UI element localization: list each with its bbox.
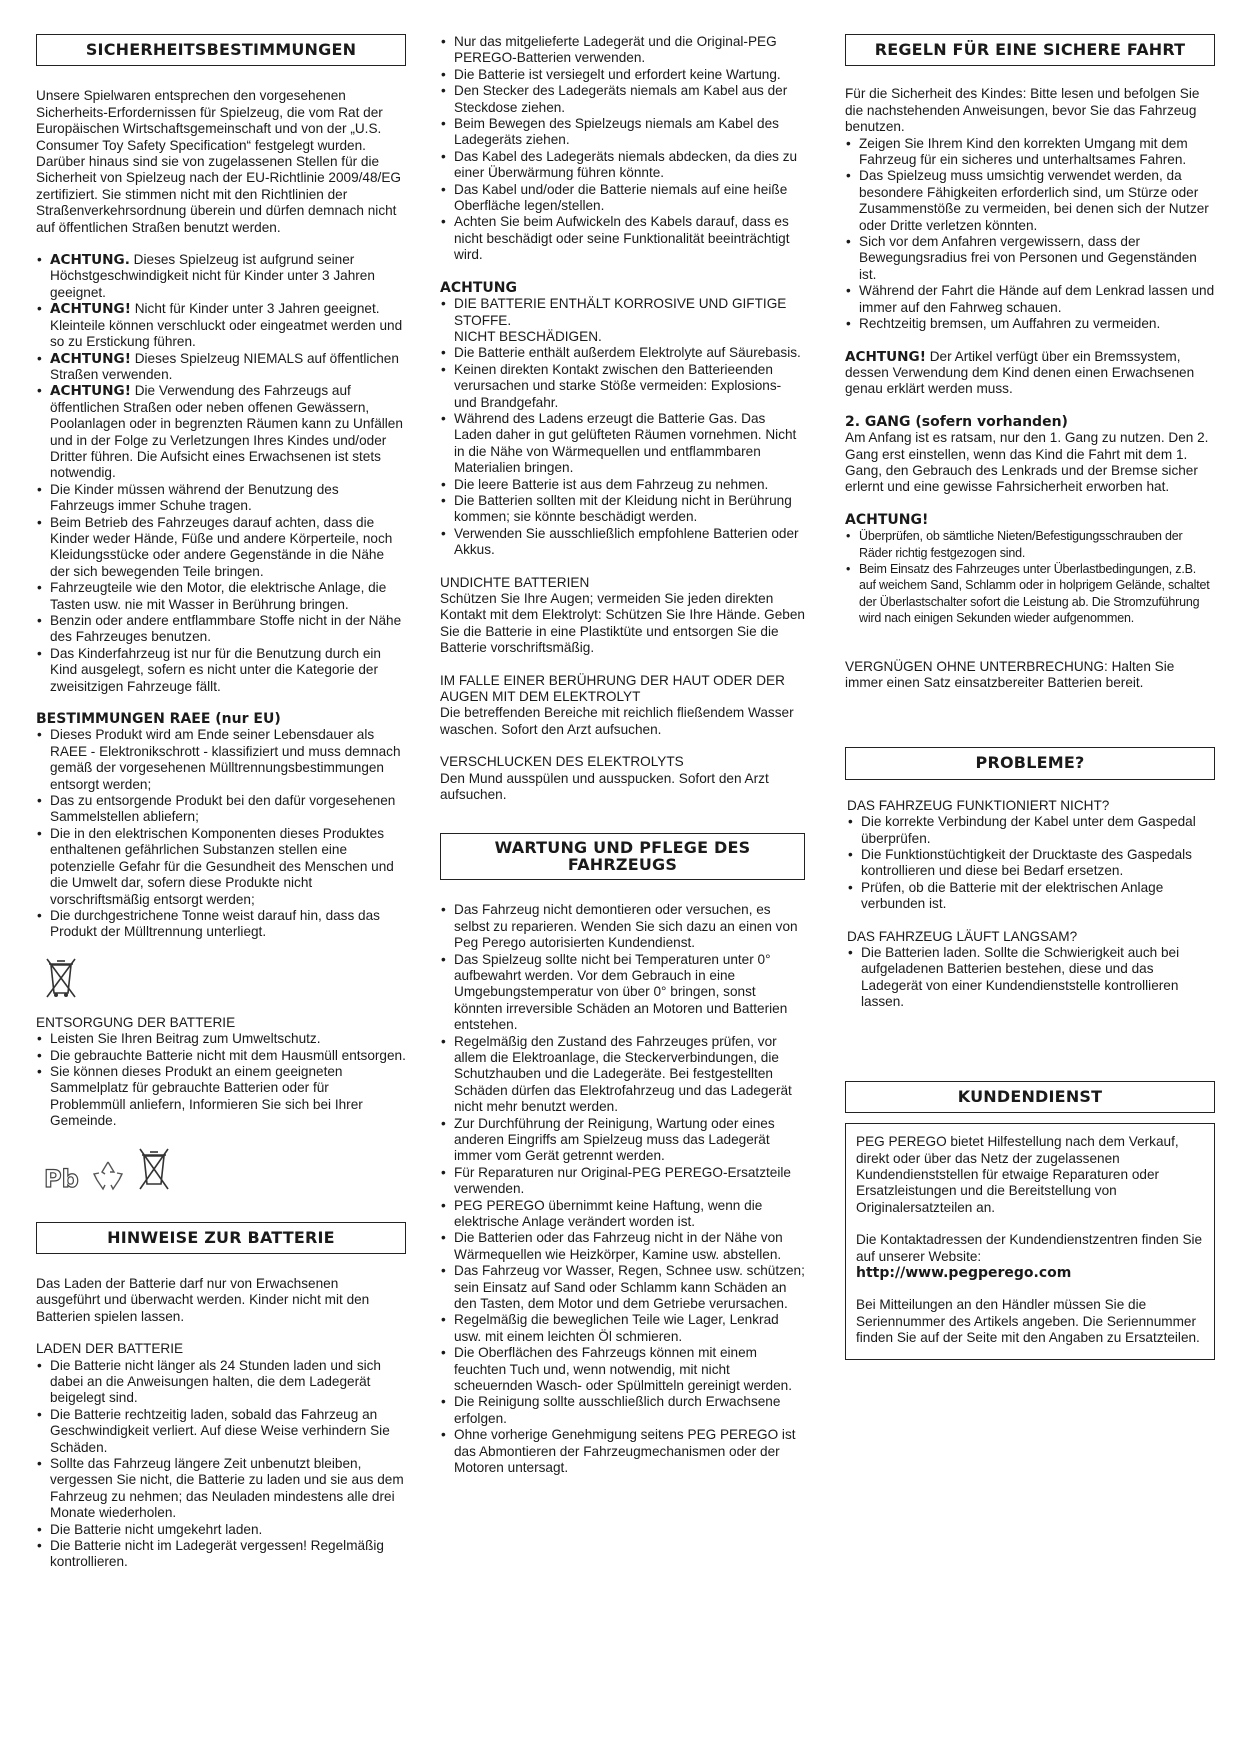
list-item: • Beim Betrieb des Fahrzeuges darauf achten, dass die Kinder weder Hände, Füße und andere Körperteile, noch Kleidungsstücke oder andere Gegenstände in die Nähe der sich bewegenden Teile bringen.: [36, 515, 406, 581]
list-item: • Das zu entsorgende Produkt bei den dafür vorgesehenen Sammelstellen abliefern;: [36, 793, 406, 826]
crossed-bin-icon: [44, 955, 406, 999]
list-item: • PEG PEREGO übernimmt keine Haftung, wenn die elektrische Anlage verändert worden ist.: [440, 1198, 805, 1231]
swallow-title: VERSCHLUCKEN DES ELEKTROLYTS: [440, 754, 684, 770]
service-text-2: Die Kontaktadressen der Kundendienstzentren finden Sie auf unserer Website:: [856, 1232, 1203, 1264]
list-item: • Regelmäßig den Zustand des Fahrzeuges prüfen, vor allem die Elektroanlage, die Steckerverbindungen, die Schutzhauben und die Ladegeräte. Bei festgestellten Schäden dürfen das Elektrofahrzeug und das Ladegerät nicht mehr benutzt werden.: [440, 1034, 805, 1116]
service-text-3: Bei Mitteilungen an den Händler müssen Sie die Seriennummer des Artikels angeben. Die Seriennummer finden Sie auf der Seite mit den Angaben zu Ersatzteilen.: [856, 1297, 1200, 1346]
list-item: • Das Kinderfahrzeug ist nur für die Benutzung durch ein Kind ausgelegt, sofern es nicht unter die Kategorie der zweisitzigen Fahrzeuge fällt.: [36, 646, 406, 695]
service-url[interactable]: http://www.pegperego.com: [856, 1264, 1072, 1281]
achtung-list: [440, 296, 805, 559]
list-item: • Beim Einsatz des Fahrzeuges unter Überlastbedingungen, z.B. auf weichem Sand, Schlamm oder in holprigem Gelände, schaltet der Überlastschalter sofort die Leistung ab. Die Stromzuführung wird nach einigen Sekunden wieder aufgenommen.: [845, 561, 1215, 627]
achtung2-list: [845, 528, 1215, 626]
gear-title: 2. GANG (sofern vorhanden): [845, 413, 1068, 430]
list-item: • Zeigen Sie Ihrem Kind den korrekten Umgang mit dem Fahrzeug für ein sicheres und unterhaltsames Fahren.: [845, 136, 1215, 169]
skin-text: Die betreffenden Bereiche mit reichlich fließendem Wasser waschen. Sofort den Arzt aufsuchen.: [440, 705, 794, 737]
column-middle: [440, 34, 805, 1477]
list-item: • Den Stecker des Ladegeräts niemals am Kabel aus der Steckdose ziehen.: [440, 83, 805, 116]
list-item: • Die durchgestrichene Tonne weist darauf hin, dass das Produkt der Mülltrennung unterliegt.: [36, 908, 406, 941]
list-item: • Die Batterie nicht umgekehrt laden.: [36, 1522, 406, 1538]
slow-list: [847, 945, 1215, 1011]
brake-note: ACHTUNG! Der Artikel verfügt über ein Bremssystem, dessen Verwendung dem Kind denen einen Erwachsenen genau erklärt werden muss.: [845, 348, 1195, 397]
pb-symbol: Pb: [44, 1165, 79, 1194]
list-item: • Beim Bewegen des Spielzeugs niemals am Kabel des Ladegeräts ziehen.: [440, 116, 805, 149]
notwork-list: [847, 814, 1215, 912]
list-item: • Das Fahrzeug vor Wasser, Regen, Schnee usw. schützen; sein Einsatz auf Sand oder Schlamm kann Schäden an den Tasten, dem Motor und dem Getriebe verursachen.: [440, 1263, 805, 1312]
list-item: • Die Funktionstüchtigkeit der Drucktaste des Gaspedals kontrollieren und diese bei Bedarf ersetzen.: [847, 847, 1215, 880]
rules-list: [845, 136, 1215, 333]
charging-title: LADEN DER BATTERIE: [36, 1341, 184, 1357]
list-item: • Die in den elektrischen Komponenten dieses Produktes enthaltenen gefährlichen Substanzen stellen eine potenzielle Gefahr für die Gesundheit des Menschen und die Umwelt dar, sofern diese Produkte nicht vorschriftsmäßig entsorgt werden;: [36, 826, 406, 908]
disposal-list: [36, 1031, 406, 1129]
list-item: • Für Reparaturen nur Original-PEG PEREGO-Ersatzteile verwenden.: [440, 1165, 805, 1198]
list-item: • ACHTUNG! Dieses Spielzeug NIEMALS auf öffentlichen Straßen verwenden.: [36, 351, 406, 384]
list-item: • Die Batterien sollten mit der Kleidung nicht in Berührung kommen; sie könnte beschädigt werden.: [440, 493, 805, 526]
column-left: [36, 34, 406, 1571]
list-item: • Sollte das Fahrzeug längere Zeit unbenutzt bleiben, vergessen Sie nicht, die Batterie zu laden und sie aus dem Fahrzeug zu nehmen; das Neuladen mindestens alle drei Monate wiederholen.: [36, 1456, 406, 1522]
leak-title: UNDICHTE BATTERIEN: [440, 574, 590, 590]
service-box: [845, 1123, 1215, 1359]
list-item: • Die Batterie ist versiegelt und erfordert keine Wartung.: [440, 67, 805, 83]
list-item: • Die Batterien laden. Sollte die Schwierigkeit auch bei aufgeladenen Batterien bestehen, diese und das Ladegerät von einer Kundendienststelle kontrollieren lassen.: [847, 945, 1215, 1011]
safety-title: SICHERHEITSBESTIMMUNGEN: [36, 34, 406, 66]
list-item: • Sich vor dem Anfahren vergewissern, dass der Bewegungsradius frei von Personen und Gegenständen ist.: [845, 234, 1215, 283]
list-item: • Die Batterie rechtzeitig laden, sobald das Fahrzeug an Geschwindigkeit verliert. Auf diese Weise verhindern Sie Schäden.: [36, 1407, 406, 1456]
problems-title: PROBLEME?: [845, 747, 1215, 779]
list-item: • Benzin oder andere entflammbare Stoffe nicht in der Nähe des Fahrzeuges benutzen.: [36, 613, 406, 646]
achtung2-title: ACHTUNG!: [845, 511, 929, 528]
list-item: • Die gebrauchte Batterie nicht mit dem Hausmüll entsorgen.: [36, 1048, 406, 1064]
list-item: • Rechtzeitig bremsen, um Auffahren zu vermeiden.: [845, 316, 1215, 332]
list-item: • Leisten Sie Ihren Beitrag zum Umweltschutz.: [36, 1031, 406, 1047]
service-text-1: PEG PEREGO bietet Hilfestellung nach dem Verkauf, direkt oder über das Netz der zugelassenen Kundendienststellen für etwaige Reparaturen oder Ersatzleistungen und die Bereitstellung von Originalersatzteilen an.: [856, 1134, 1179, 1215]
leak-text: Schützen Sie Ihre Augen; vermeiden Sie jeden direkten Kontakt mit dem Elektrolyt: Schützen Sie Ihre Hände. Geben Sie die Batterie in eine Plastiktüte und entsorgen Sie die Batterie vorschriftsmäßig.: [440, 591, 805, 656]
maintenance-list: [440, 902, 805, 1476]
list-item: • Achten Sie beim Aufwickeln des Kabels darauf, dass es nicht beschädigt oder seine Funktionalität beeinträchtigt wird.: [440, 214, 805, 263]
safety-intro: Unsere Spielwaren entsprechen den vorgesehenen Sicherheits-Erfordernissen für Spielzeug, die vom Rat der Europäischen Wirtschaftsgemeinschaft und von der „U.S. Consumer Toy Safety Specification“ festgelegt wurden. Darüber hinaus sind sie von zugelassenen Stellen für die Sicherheit von Spielzeug nach der EU-Richtlinie 2009/48/EG zertifiziert. Sie stimmen nicht mit den Richtlinien der Straßenverkehrsordnung überein und dürfen demnach nicht auf öffentlichen Straßen benutzt werden.: [36, 88, 401, 235]
list-item: • Regelmäßig die beweglichen Teile wie Lager, Lenkrad usw. mit einem leichten Öl schmieren.: [440, 1312, 805, 1345]
list-item: • Ohne vorherige Genehmigung seitens PEG PEREGO ist das Abmontieren der Fahrzeugmechanismen oder der Motoren untersagt.: [440, 1427, 805, 1476]
list-item: • ACHTUNG. Dieses Spielzeug ist aufgrund seiner Höchstgeschwindigkeit nicht für Kinder unter 3 Jahren geeignet.: [36, 252, 406, 301]
slow-title: DAS FAHRZEUG LÄUFT LANGSAM?: [847, 928, 1078, 944]
list-item: • Überprüfen, ob sämtliche Nieten/Befestigungsschrauben der Räder richtig festgezogen sind.: [845, 528, 1215, 561]
fun-note: VERGNÜGEN OHNE UNTERBRECHUNG: Halten Sie immer einen Satz einsatzbereiter Batterien bereit.: [845, 658, 1175, 690]
list-item: • Die Batterie nicht im Ladegerät vergessen! Regelmäßig kontrollieren.: [36, 1538, 406, 1571]
list-item: • Die leere Batterie ist aus dem Fahrzeug zu nehmen.: [440, 477, 805, 493]
charger-list: [440, 34, 805, 264]
battery-intro: Das Laden der Batterie darf nur von Erwachsenen ausgeführt und überwacht werden. Kinder nicht mit den Batterien spielen lassen.: [36, 1275, 370, 1324]
list-item: • Nur das mitgelieferte Ladegerät und die Original-PEG PEREGO-Batterien verwenden.: [440, 34, 805, 67]
list-item: • Die Batterie enthält außerdem Elektrolyte auf Säurebasis.: [440, 345, 805, 361]
disposal-title: ENTSORGUNG DER BATTERIE: [36, 1014, 236, 1030]
list-item: • Während des Ladens erzeugt die Batterie Gas. Das Laden daher in gut gelüfteten Räumen vornehmen. Nicht in die Nähe von Wärmequellen und entflammbaren Materialien bringen.: [440, 411, 805, 477]
raee-list: [36, 727, 406, 940]
list-item: • Die korrekte Verbindung der Kabel unter dem Gaspedal überprüfen.: [847, 814, 1215, 847]
list-item: • Keinen direkten Kontakt zwischen den Batterieenden verursachen und starke Stöße vermeiden: Explosions- und Brandgefahr.: [440, 362, 805, 411]
raee-title: BESTIMMUNGEN RAEE (nur EU): [36, 711, 281, 728]
list-item: • ACHTUNG! Nicht für Kinder unter 3 Jahren geeignet. Kleinteile können verschluckt oder eingeatmet werden und so zu Erstickung führen.: [36, 301, 406, 350]
list-item: • ACHTUNG! Die Verwendung des Fahrzeugs auf öffentlichen Straßen oder neben offenen Gewässern, Poolanlagen oder in begrenzten Räumen kann zu Unfällen und in der Folge zu Verletzungen Ihres Kindes und/oder Dritter führen. Die Aufsicht eines Erwachsenen ist stets notwendig.: [36, 383, 406, 481]
column-right: [845, 34, 1215, 1360]
crossed-bin-icon: [137, 1146, 171, 1192]
list-item: • Verwenden Sie ausschließlich empfohlene Batterien oder Akkus.: [440, 526, 805, 559]
swallow-text: Den Mund ausspülen und ausspucken. Sofort den Arzt aufsuchen.: [440, 770, 769, 803]
list-item: • Die Reinigung sollte ausschließlich durch Erwachsene erfolgen.: [440, 1394, 805, 1427]
notwork-title: DAS FAHRZEUG FUNKTIONIERT NICHT?: [847, 797, 1110, 813]
list-item: • Die Batterie nicht länger als 24 Stunden laden und sich dabei an die Anweisungen halten, die dem Ladegerät beigelegt sind.: [36, 1358, 406, 1407]
list-item: • Prüfen, ob die Batterie mit der elektrischen Anlage verbunden ist.: [847, 880, 1215, 913]
list-item: • Das Fahrzeug nicht demontieren oder versuchen, es selbst zu reparieren. Wenden Sie sich dazu an einen von Peg Perego autorisierten Kundendienst.: [440, 902, 805, 951]
service-title: KUNDENDIENST: [845, 1081, 1215, 1113]
list-item: • DIE BATTERIE ENTHÄLT KORROSIVE UND GIFTIGE STOFFE. NICHT BESCHÄDIGEN.: [440, 296, 805, 345]
rules-intro: Für die Sicherheit des Kindes: Bitte lesen und befolgen Sie die nachstehenden Anweisungen, bevor Sie das Fahrzeug benutzen.: [845, 86, 1200, 135]
recycle-icon: [91, 1158, 125, 1192]
list-item: • Zur Durchführung der Reinigung, Wartung oder eines anderen Eingriffs am Spielzeug muss das Ladegerät immer vom Gerät getrennt werden.: [440, 1116, 805, 1165]
list-item: • Das Kabel und/oder die Batterie niemals auf eine heiße Oberfläche legen/stellen.: [440, 182, 805, 215]
maintenance-title: WARTUNG UND PFLEGE DES FAHRZEUGS: [440, 833, 805, 880]
list-item: • Das Spielzeug muss umsichtig verwendet werden, da besondere Fähigkeiten erforderlich sind, um Stürze oder Zusammenstöße zu vermeiden, bei denen sich der Nutzer oder Dritte verletzen könnten.: [845, 168, 1215, 234]
warnings-list: [36, 252, 406, 695]
list-item: • Während der Fahrt die Hände auf dem Lenkrad lassen und immer auf den Fahrweg schauen.: [845, 283, 1215, 316]
battery-title: HINWEISE ZUR BATTERIE: [36, 1222, 406, 1254]
list-item: • Das Kabel des Ladegeräts niemals abdecken, da dies zu einer Überwärmung führen könnte.: [440, 149, 805, 182]
list-item: • Die Batterien oder das Fahrzeug nicht in der Nähe von Wärmequellen wie Heizkörper, Kamine usw. abstellen.: [440, 1230, 805, 1263]
list-item: • Sie können dieses Produkt an einem geeigneten Sammelplatz für gebrauchte Batterien oder für Problemmüll anliefern, Informieren Sie sich bei Ihrer Gemeinde.: [36, 1064, 406, 1130]
list-item: • Fahrzeugteile wie den Motor, die elektrische Anlage, die Tasten usw. nie mit Wasser in Berührung bringen.: [36, 580, 406, 613]
achtung-title: ACHTUNG: [440, 279, 517, 296]
rules-title: REGELN FÜR EINE SICHERE FAHRT: [845, 34, 1215, 66]
list-item: • Das Spielzeug sollte nicht bei Temperaturen unter 0° aufbewahrt werden. Vor dem Gebrauch in eine Umgebungstemperatur von über 0° bringen, sonst könnten irreversible Schäden an Motoren und Batterien entstehen.: [440, 952, 805, 1034]
gear-text: Am Anfang ist es ratsam, nur den 1. Gang zu nutzen. Den 2. Gang erst einstellen, wenn das Kind die Fahrt mit dem 1. Gang, den Gebrauch des Lenkrads und der Bremse sicher erlernt und eine gewisse Fahrsicherheit erworben hat.: [845, 430, 1209, 495]
list-item: • Die Oberflächen des Fahrzeugs können mit einem feuchten Tuch und, wenn notwendig, mit nicht scheuernden Wasch- oder Spülmitteln gereinigt werden.: [440, 1345, 805, 1394]
charging-list: [36, 1358, 406, 1571]
skin-title: IM FALLE EINER BERÜHRUNG DER HAUT ODER DER AUGEN MIT DEM ELEKTROLYT: [440, 672, 785, 705]
list-item: • Dieses Produkt wird am Ende seiner Lebensdauer als RAEE - Elektronikschrott - klassifiziert und muss demnach gemäß der vorgesehenen Mülltrennungsbestimmungen entsorgt werden;: [36, 727, 406, 793]
battery-disposal-icons: [44, 1142, 406, 1192]
list-item: • Die Kinder müssen während der Benutzung des Fahrzeugs immer Schuhe tragen.: [36, 482, 406, 515]
